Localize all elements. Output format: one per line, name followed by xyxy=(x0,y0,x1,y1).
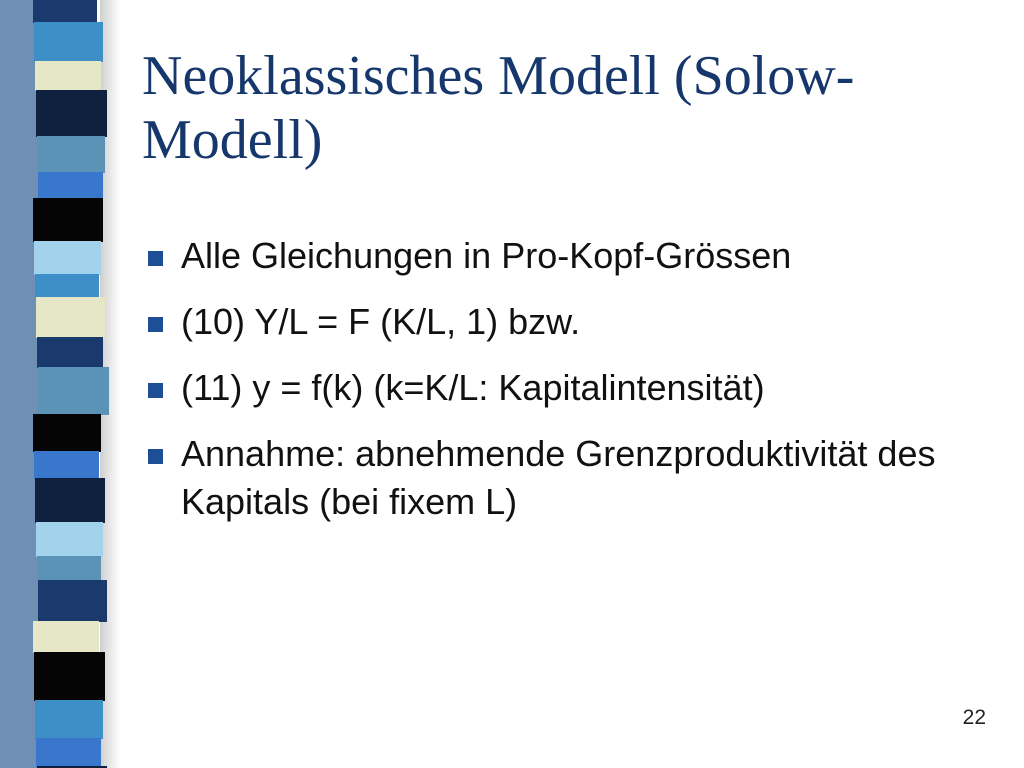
bullet-text: (11) y = f(k) (k=K/L: Kapitalintensität) xyxy=(181,367,765,408)
stripe-block xyxy=(33,414,101,452)
stripe-block xyxy=(38,172,103,199)
bullet-text: (10) Y/L = F (K/L, 1) bzw. xyxy=(181,301,581,342)
stripe-pattern xyxy=(0,0,120,768)
stripe-block xyxy=(37,337,103,368)
stripe-block xyxy=(36,522,103,557)
bullet-list xyxy=(148,232,968,544)
slide-title: Neoklassisches Modell (Solow-Modell) xyxy=(142,45,855,171)
decorative-stripe-bar xyxy=(0,0,120,768)
square-bullet-icon xyxy=(148,449,163,464)
stripe-block xyxy=(33,621,99,653)
stripe-block xyxy=(34,241,101,275)
bullet-item xyxy=(148,430,968,526)
bullet-item xyxy=(148,232,968,280)
bullet-text: Annahme: abnehmende Grenzproduktivität des Kapitals (bei fixem L) xyxy=(181,433,936,522)
stripe-block xyxy=(37,556,101,581)
stripe-block xyxy=(36,297,105,338)
stripe-block xyxy=(34,451,99,479)
stripe-block xyxy=(35,700,103,739)
stripe-block xyxy=(33,198,103,242)
square-bullet-icon xyxy=(148,251,163,266)
stripe-block xyxy=(36,90,107,137)
stripe-block xyxy=(38,580,107,622)
stripe-block xyxy=(35,61,101,91)
stripe-block xyxy=(36,738,101,767)
page-number: 22 xyxy=(962,706,986,729)
stripe-block xyxy=(38,367,109,415)
bullet-item xyxy=(148,364,968,412)
stripe-block xyxy=(37,136,105,173)
bullet-item xyxy=(148,298,968,346)
square-bullet-icon xyxy=(148,317,163,332)
stripe-block xyxy=(34,22,103,62)
square-bullet-icon xyxy=(148,383,163,398)
stripe-block xyxy=(35,274,99,298)
bullet-text: Alle Gleichungen in Pro-Kopf-Grössen xyxy=(181,235,792,276)
stripe-block xyxy=(34,652,105,701)
stripe-block xyxy=(35,478,105,523)
stripe-block xyxy=(33,0,97,23)
